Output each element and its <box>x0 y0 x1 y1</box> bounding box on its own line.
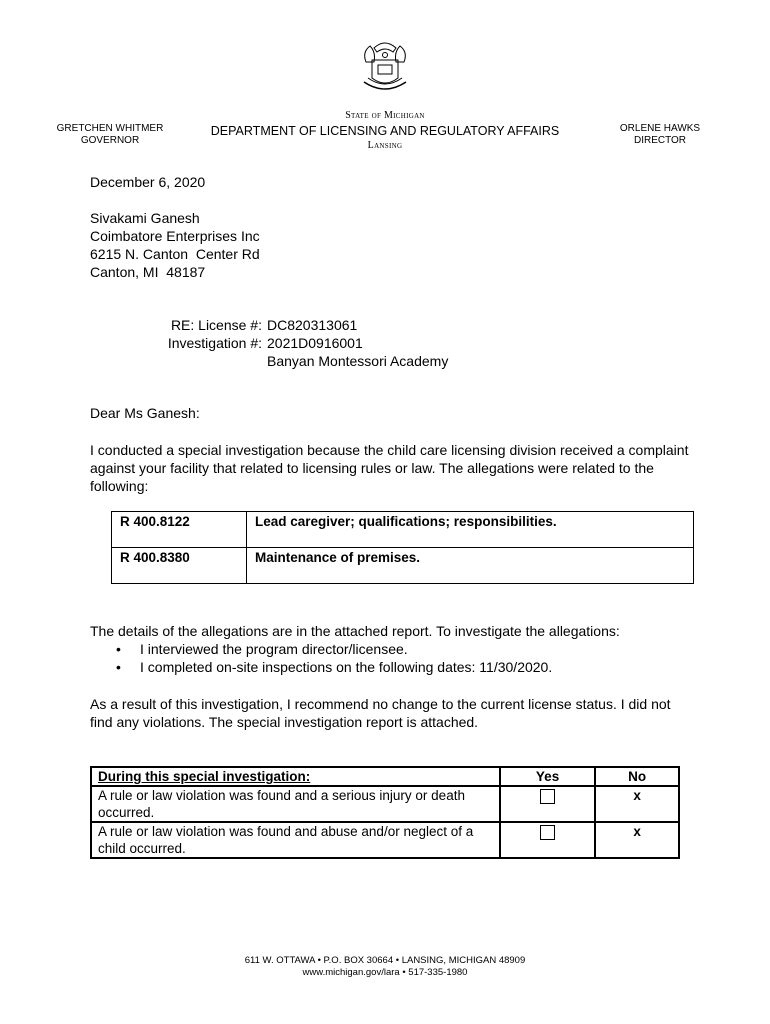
findings-table <box>90 766 680 859</box>
department-name: DEPARTMENT OF LICENSING AND REGULATORY AFFAIRS <box>210 124 560 138</box>
table-row <box>91 786 679 822</box>
no-column-header: No <box>595 767 679 786</box>
salutation: Dear Ms Ganesh: <box>90 405 200 421</box>
yes-column-header: Yes <box>500 767 596 786</box>
list-item: • I completed on-site inspections on the following dates: 11/30/2020. <box>140 658 690 676</box>
rule-code: R 400.8122 <box>112 512 247 548</box>
recipient-address <box>90 209 260 281</box>
city-name: Lansing <box>367 140 403 151</box>
governor-block <box>40 123 180 147</box>
rule-description: Maintenance of premises. <box>247 548 694 584</box>
footer-address: 611 W. OTTAWA • P.O. BOX 30664 • LANSING, MICHIGAN 48909 <box>244 955 526 966</box>
address-line: Sivakami Ganesh <box>90 210 200 226</box>
list-item: • I interviewed the program director/licensee. <box>140 640 690 658</box>
facility-name: Banyan Montessori Academy <box>267 353 449 369</box>
governor-title: GOVERNOR <box>80 135 140 146</box>
details-intro: The details of the allegations are in the attached report. To investigate the allegations: <box>90 623 620 639</box>
no-mark: x <box>633 788 641 803</box>
rules-table <box>111 511 694 584</box>
yes-checkbox[interactable] <box>540 789 555 804</box>
license-number: DC820313061 <box>267 317 358 333</box>
no-cell <box>595 822 679 858</box>
rule-description: Lead caregiver; qualifications; responsibilities. <box>247 512 694 548</box>
investigation-label: Investigation #: <box>167 335 262 351</box>
letterhead-center <box>190 110 580 152</box>
table-row <box>91 822 679 858</box>
no-cell <box>595 786 679 822</box>
state-seal-icon <box>358 38 412 96</box>
table-row <box>112 548 694 584</box>
finding-question: A rule or law violation was found and abuse and/or neglect of a child occurred. <box>91 822 500 858</box>
findings-header: During this special investigation: <box>91 767 500 786</box>
intro-paragraph: I conducted a special investigation because the child care licensing division received a complaint against your facility that related to licensing rules or law. The allegations were related to the following: <box>90 442 689 494</box>
license-label: RE: License #: <box>170 317 262 333</box>
result-paragraph: As a result of this investigation, I recommend no change to the current license status. I did not find any violations. The special investigation report is attached. <box>90 696 671 730</box>
page-footer <box>0 955 770 979</box>
yes-cell <box>500 786 596 822</box>
investigation-steps <box>90 640 690 676</box>
state-name: State of Michigan <box>345 110 425 121</box>
letter-date: December 6, 2020 <box>90 174 206 190</box>
table-row <box>91 767 679 786</box>
no-mark: x <box>633 824 641 839</box>
director-name: ORLENE HAWKS <box>619 123 701 134</box>
director-title: DIRECTOR <box>633 135 687 146</box>
details-paragraph <box>90 622 690 676</box>
table-row <box>112 512 694 548</box>
address-line: Canton, MI 48187 <box>90 264 206 280</box>
yes-cell <box>500 822 596 858</box>
finding-question: A rule or law violation was found and a serious injury or death occurred. <box>91 786 500 822</box>
reference-block <box>90 316 448 370</box>
address-line: 6215 N. Canton Center Rd <box>90 246 260 262</box>
rule-code: R 400.8380 <box>112 548 247 584</box>
footer-contact: www.michigan.gov/lara • 517-335-1980 <box>302 967 468 978</box>
director-block <box>600 123 720 147</box>
yes-checkbox[interactable] <box>540 825 555 840</box>
governor-name: GRETCHEN WHITMER <box>56 123 164 134</box>
address-line: Coimbatore Enterprises Inc <box>90 228 260 244</box>
investigation-number: 2021D0916001 <box>267 335 363 351</box>
